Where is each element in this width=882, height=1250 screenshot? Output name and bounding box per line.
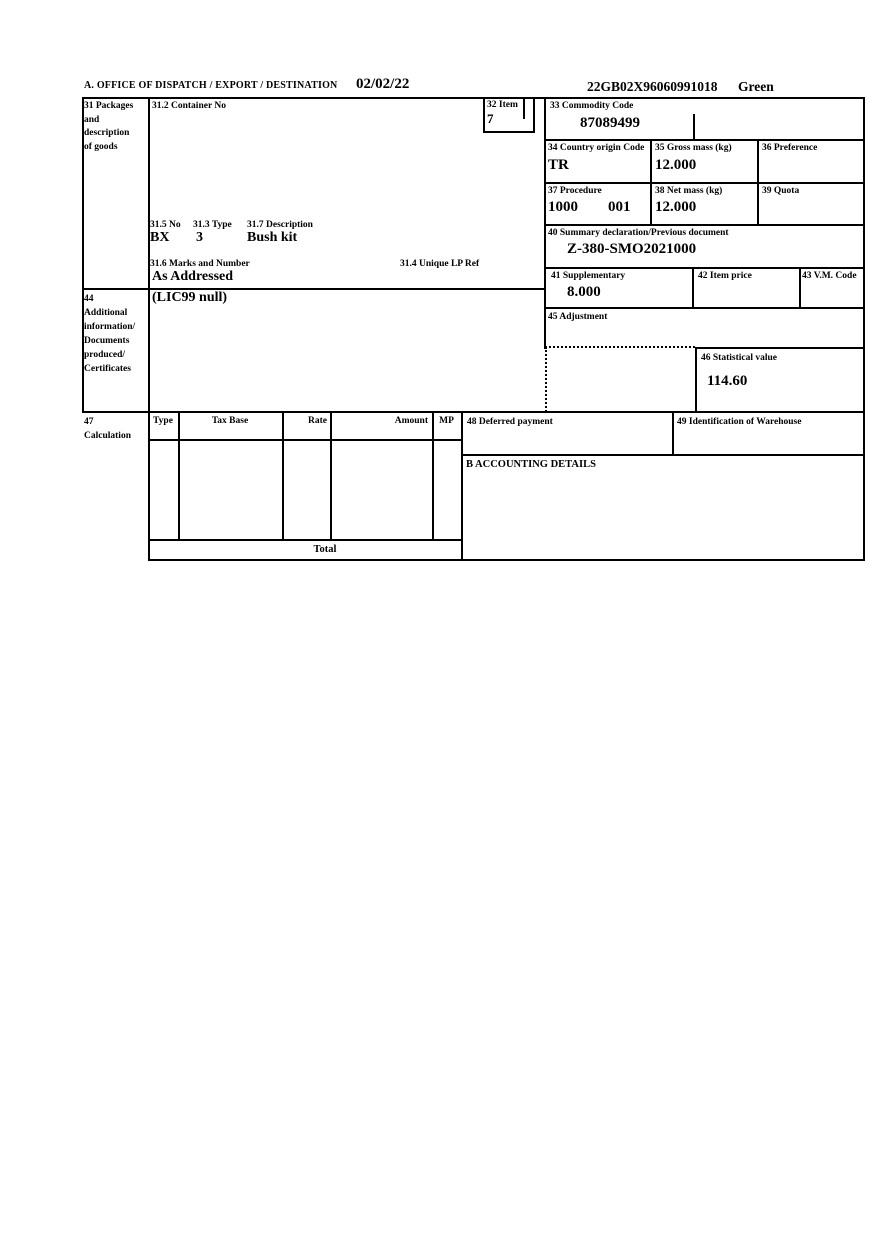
calc-col-amount-header: Amount <box>394 416 428 426</box>
routing-indicator: Green <box>738 79 774 94</box>
box33-commodity-value: 87089499 <box>580 115 640 131</box>
box46-top-border <box>695 347 863 349</box>
box34-origin-label: 34 Country origin Code <box>548 143 645 153</box>
box35-gross-mass-value: 12.000 <box>655 157 697 173</box>
calc-col2-divider <box>282 411 284 541</box>
box31-5-no-value: BX <box>150 230 170 245</box>
box43-vm-code-label: 43 V.M. Code <box>802 271 857 281</box>
form-right-border <box>863 97 865 561</box>
calc-col-rate-header: Rate <box>308 416 327 426</box>
box31-2-container-label: 31.2 Container No <box>152 101 226 111</box>
box32-item-label: 32 Item <box>487 100 518 110</box>
calc-col-type-header: Type <box>153 416 173 426</box>
box38-net-mass-value: 12.000 <box>655 199 697 215</box>
accounting-details-heading: B ACCOUNTING DETAILS <box>466 459 596 470</box>
calc-total-label: Total <box>313 544 337 555</box>
box31-7-description-label: 31.7 Description <box>247 220 313 230</box>
box31-4-unique-lp-ref-label: 31.4 Unique LP Ref <box>400 259 480 269</box>
box31-6-marks-label: 31.6 Marks and Number <box>150 259 250 269</box>
box32-inner-tick <box>523 97 525 119</box>
box44-label: 44 Additional information/ Documents produced/ Certificates <box>84 294 136 374</box>
row34-bottom-border <box>544 182 863 184</box>
box33-bottom-border <box>544 139 863 141</box>
box47-calculation-label: 47 Calculation <box>84 417 131 441</box>
calc-right-border <box>461 411 463 561</box>
col35-36-divider <box>757 139 759 226</box>
box44-value: (LIC99 null) <box>152 290 228 305</box>
box31-3-type-label: 31.3 Type <box>193 220 232 230</box>
box37-procedure-value2: 001 <box>608 199 631 215</box>
acceptance-date: 02/02/22 <box>356 76 410 92</box>
box35-gross-mass-label: 35 Gross mass (kg) <box>655 143 732 153</box>
right-section-left-border <box>544 97 546 349</box>
box32-left-border <box>483 97 485 133</box>
col42-43-divider <box>799 267 801 309</box>
box33-inner-tick <box>693 114 695 141</box>
col34-35-divider <box>650 139 652 226</box>
box49-warehouse-label: 49 Identification of Warehouse <box>677 417 802 427</box>
box41-supplementary-value: 8.000 <box>567 284 601 300</box>
box48-deferred-payment-label: 48 Deferred payment <box>467 417 553 427</box>
row41-bottom-border <box>544 307 863 309</box>
box32-right-border <box>533 97 535 133</box>
box34-origin-value: TR <box>548 157 569 173</box>
box31-3-type-value: 3 <box>196 230 203 245</box>
accounting-top-border <box>461 454 863 456</box>
calc-header-bottom-border <box>148 439 463 441</box>
box46-statistical-value: 114.60 <box>707 373 748 389</box>
box31-5-no-label: 31.5 No <box>150 220 181 230</box>
mrn-number: 22GB02X96060991018 <box>587 79 718 94</box>
calc-col4-divider <box>432 411 434 541</box>
label-column-border <box>148 97 150 561</box>
box42-item-price-label: 42 Item price <box>698 271 752 281</box>
box41-supplementary-label: 41 Supplementary <box>551 271 626 281</box>
box40-bottom-border <box>544 267 863 269</box>
box37-procedure-value1: 1000 <box>548 199 578 215</box>
calc-col-taxbase-header: Tax Base <box>211 416 249 426</box>
box37-procedure-label: 37 Procedure <box>548 186 602 196</box>
box46-statistical-value-label: 46 Statistical value <box>701 353 777 363</box>
box40-summary-declaration-value: Z-380-SMO2021000 <box>567 241 697 257</box>
box31-7-description-value: Bush kit <box>247 230 298 245</box>
col48-49-divider <box>672 411 674 456</box>
box45-adjustment-label: 45 Adjustment <box>548 312 608 322</box>
calc-body-bottom-border <box>148 539 463 541</box>
calc-col1-divider <box>178 411 180 541</box>
calc-col3-divider <box>330 411 332 541</box>
calc-col-mp-header: MP <box>439 416 454 426</box>
box40-summary-declaration-label: 40 Summary declaration/Previous document <box>548 228 729 238</box>
box39-quota-label: 39 Quota <box>762 186 800 196</box>
office-of-dispatch-heading: A. OFFICE OF DISPATCH / EXPORT / DESTINATION <box>84 80 338 91</box>
form-top-border <box>82 97 863 99</box>
box31-label: 31 Packages and description of goods <box>84 101 134 152</box>
box36-preference-label: 36 Preference <box>762 143 818 153</box>
box38-net-mass-label: 38 Net mass (kg) <box>655 186 723 196</box>
form-bottom-border <box>148 559 863 561</box>
col41-42-divider <box>692 267 694 309</box>
row37-bottom-border <box>544 224 863 226</box>
box32-item-value: 7 <box>487 111 494 126</box>
section47-top-border <box>82 411 863 413</box>
box46-left-border <box>695 347 697 413</box>
adjustment-dotted-left-border <box>545 347 547 412</box>
box32-bottom-border <box>483 131 535 133</box>
box33-commodity-label: 33 Commodity Code <box>550 101 634 111</box>
box31-6-marks-value: As Addressed <box>152 269 234 284</box>
adjustment-dotted-top-border <box>545 346 695 348</box>
